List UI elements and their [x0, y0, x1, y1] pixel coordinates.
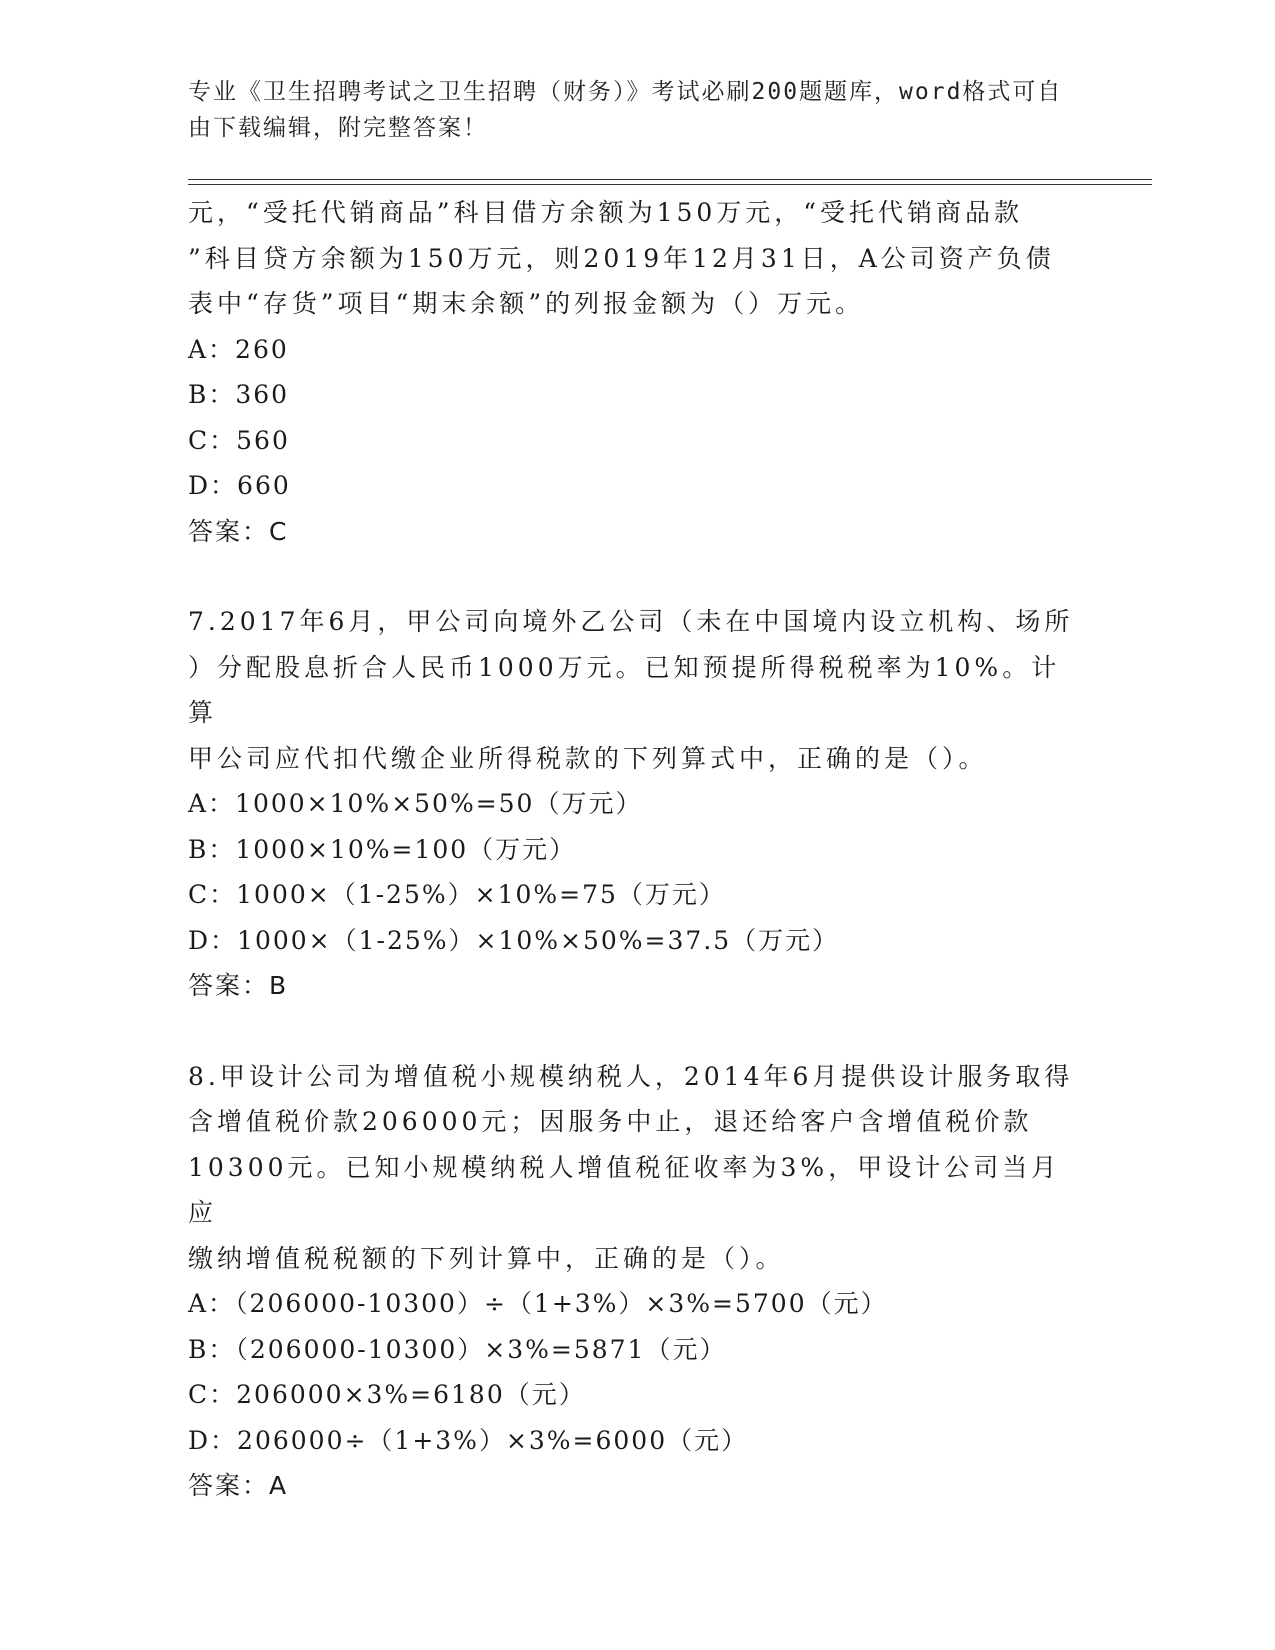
- document-body: [188, 190, 1088, 1509]
- question-stem-line: 7.2017年6月，甲公司向境外乙公司（未在中国境内设立机构、场所: [188, 607, 1074, 636]
- option-b: B：360: [188, 380, 290, 409]
- question-stem-line: 甲公司应代扣代缴企业所得税款的下列算式中，正确的是（）。: [188, 743, 988, 773]
- option-d: D：1000×（1-25%）×10%×50%=37.5（万元）: [188, 925, 840, 955]
- question-7: [188, 599, 1088, 1009]
- question-stem-line: 表中“存货”项目“期末余额”的列报金额为（）万元。: [188, 289, 865, 318]
- option-a: A：260: [188, 334, 289, 364]
- option-c: C：206000×3%=6180（元）: [188, 1380, 586, 1409]
- question-stem-line: 10300元。已知小规模纳税人增值税征收率为3%，甲设计公司当月应: [188, 1152, 1061, 1227]
- answer: 答案：B: [188, 971, 289, 1000]
- header-line-1: 专业《卫生招聘考试之卫生招聘（财务）》考试必刷200题题库，word格式可自: [188, 79, 1063, 105]
- option-b: B：（206000-10300）×3%=5871（元）: [188, 1334, 727, 1364]
- question-stem-line: ）分配股息折合人民币1000万元。已知预提所得税税率为10%。计算: [188, 652, 1061, 727]
- question-stem-line: 缴纳增值税税额的下列计算中，正确的是（）。: [188, 1243, 785, 1273]
- option-c: C：1000×（1-25%）×10%=75（万元）: [188, 880, 726, 909]
- question-stem-line: 8.甲设计公司为增值税小规模纳税人，2014年6月提供设计服务取得: [188, 1061, 1074, 1091]
- header-divider-bottom: [188, 184, 1152, 185]
- header-divider-top: [188, 179, 1152, 180]
- option-a: A：1000×10%×50%=50（万元）: [188, 789, 643, 818]
- question-6: [188, 190, 1088, 554]
- document-header: [188, 74, 1088, 146]
- answer: 答案：C: [188, 516, 289, 546]
- question-8: [188, 1054, 1088, 1509]
- option-c: C：560: [188, 425, 290, 455]
- option-b: B：1000×10%=100（万元）: [188, 834, 577, 864]
- header-line-2: 由下载编辑，附完整答案！: [188, 115, 488, 141]
- question-stem-line: 含增值税价款206000元；因服务中止，退还给客户含增值税价款: [188, 1107, 1033, 1136]
- option-a: A：（206000-10300）÷（1+3%）×3%=5700（元）: [188, 1289, 888, 1318]
- question-stem-line: 元，“受托代销商品”科目借方余额为150万元，“受托代销商品款: [188, 198, 1024, 227]
- option-d: D：206000÷（1+3%）×3%=6000（元）: [188, 1425, 749, 1455]
- question-stem-line: ”科目贷方余额为150万元，则2019年12月31日，A公司资产负债: [188, 243, 1055, 273]
- option-d: D：660: [188, 471, 291, 500]
- answer: 答案：A: [188, 1471, 289, 1500]
